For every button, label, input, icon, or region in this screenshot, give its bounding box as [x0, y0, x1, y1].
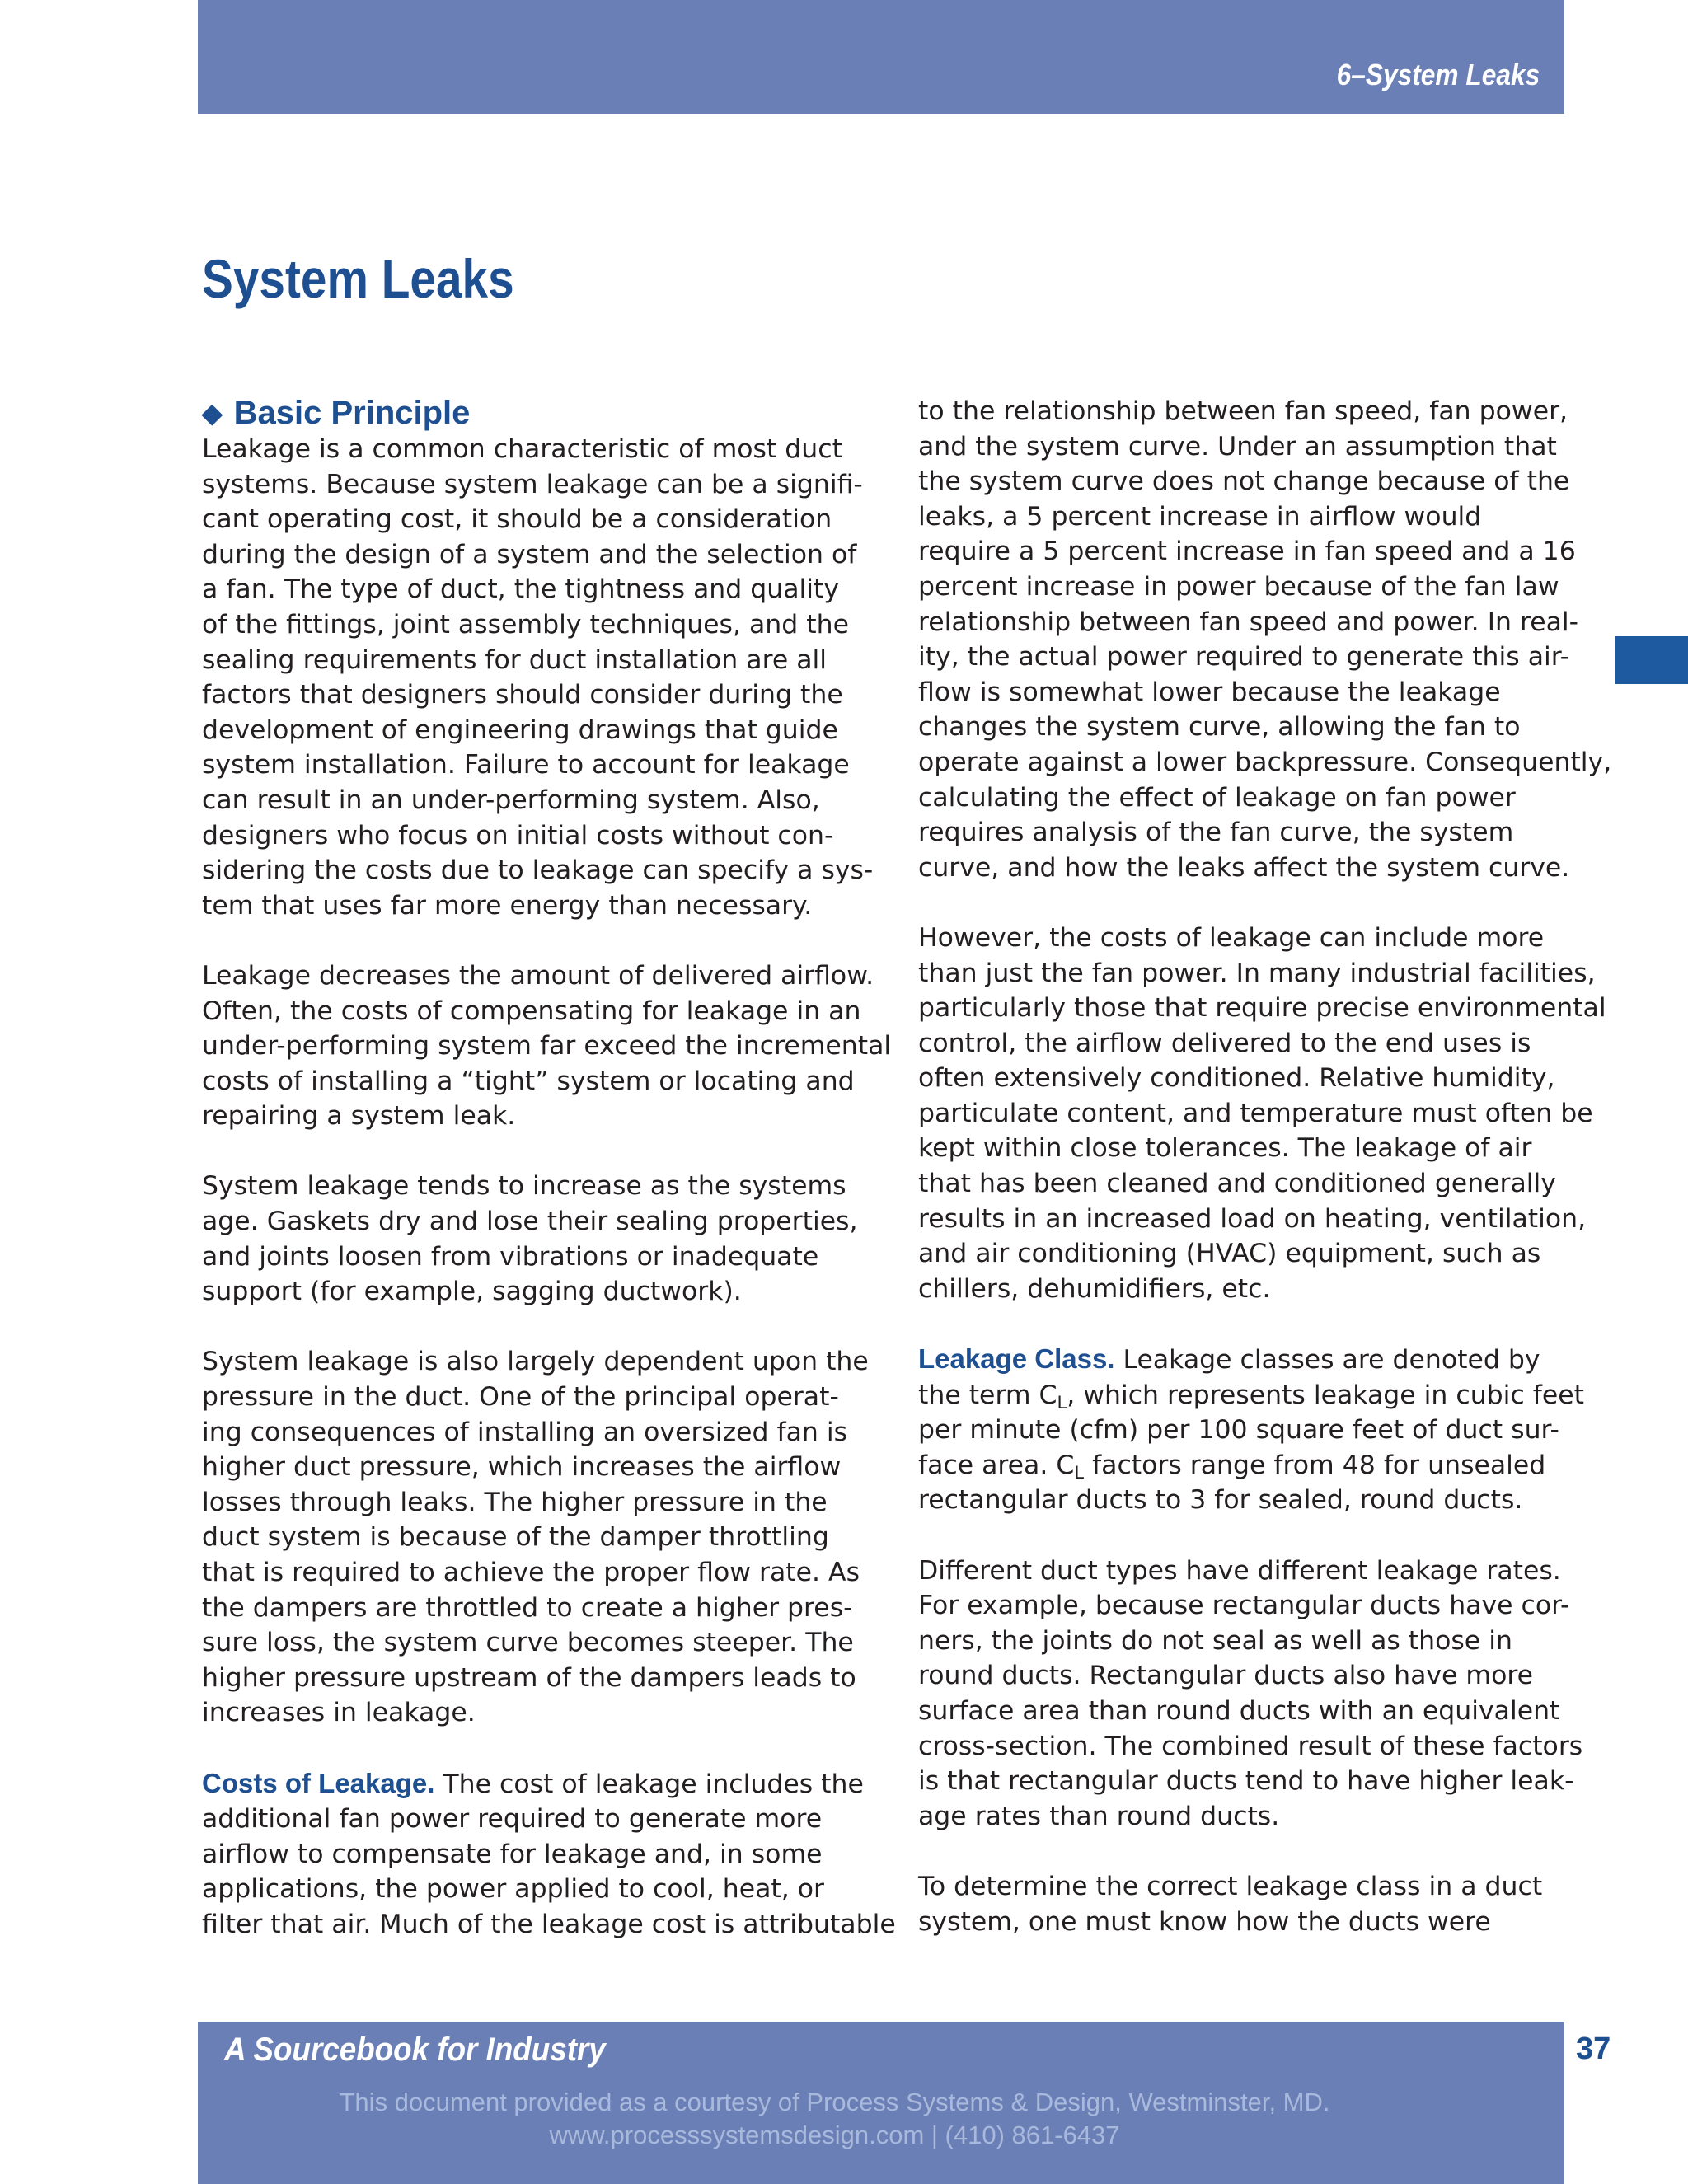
section-heading	[202, 394, 861, 432]
paragraph-line	[202, 1766, 864, 1802]
paragraph-line: ity, the actual power required to generate this air-	[918, 642, 1570, 673]
paragraph	[202, 1344, 869, 1731]
paragraph-line: age rates than round ducts.	[918, 1801, 1280, 1831]
paragraph-line: System leakage tends to increase as the systems	[202, 1171, 846, 1202]
run-in-heading: Costs of Leakage.	[202, 1767, 435, 1798]
text-run: the term C	[918, 1380, 1057, 1410]
paragraph	[202, 432, 874, 923]
paragraph-line	[918, 1448, 1578, 1483]
right-column	[918, 394, 1612, 1939]
paragraph-line: chillers, dehumidifiers, etc.	[918, 1273, 1271, 1304]
paragraph-line: However, the costs of leakage can include more	[918, 922, 1545, 953]
paragraph-line: filter that air. Much of the leakage cost is attributable	[202, 1909, 896, 1939]
paragraph-line: sealing requirements for duct installation are all	[202, 644, 828, 675]
paragraph-line: cant operating cost, it should be a consideration	[202, 504, 832, 535]
courtesy-notice: This document provided as a courtesy of Process Systems & Design, Westminster, MD.	[339, 2088, 1330, 2116]
chapter-side-tab	[1615, 636, 1688, 684]
paragraph-line: repairing a system leak.	[202, 1101, 516, 1132]
paragraph-line: higher duct pressure, which increases the airflow	[202, 1452, 842, 1483]
book-title: A Sourcebook for Industry	[224, 2032, 606, 2068]
paragraph-line: costs of installing a “tight” system or locating and	[202, 1066, 855, 1096]
paragraph	[918, 394, 1612, 885]
paragraph	[202, 958, 892, 1134]
paragraph-line: curve, and how the leaks affect the system curve.	[918, 852, 1570, 883]
text-run: , which represents leakage in cubic feet	[1067, 1380, 1584, 1410]
left-column	[202, 394, 896, 1943]
contact-info: www.processsystemsdesign.com | (410) 861-6437	[549, 2121, 1120, 2149]
paragraph-line: To determine the correct leakage class in a duct	[918, 1871, 1543, 1901]
paragraph-line: age. Gaskets dry and lose their sealing properties,	[202, 1207, 858, 1237]
paragraph-line: under-performing system far exceed the incremental	[202, 1031, 892, 1062]
run-in-heading: Leakage Class.	[918, 1343, 1115, 1375]
paragraph-line: of the fittings, joint assembly techniques, and the	[202, 609, 849, 640]
paragraph-line: support (for example, sagging ductwork).	[202, 1277, 742, 1307]
paragraph-line: to the relationship between fan speed, fan power,	[918, 396, 1568, 426]
paragraph	[202, 1802, 896, 1942]
paragraph-line: airflow to compensate for leakage and, in some	[202, 1839, 823, 1869]
paragraph-line: higher pressure upstream of the dampers leads to	[202, 1662, 856, 1693]
page-title: System Leaks	[202, 248, 514, 309]
paragraph-line: tem that uses far more energy than necessary.	[202, 890, 813, 921]
paragraph-line: Leakage is a common characteristic of most duct	[202, 434, 842, 464]
paragraph	[918, 921, 1606, 1307]
paragraph-line: require a 5 percent increase in fan speed and a 16	[918, 537, 1576, 567]
paragraph-line: changes the system curve, allowing the fan to	[918, 712, 1521, 743]
paragraph-line: pressure in the duct. One of the principal operat-	[202, 1382, 839, 1413]
paragraph-line	[918, 1342, 1578, 1378]
paragraph-line: designers who focus on initial costs without con-	[202, 820, 834, 851]
paragraph	[202, 1169, 861, 1309]
paragraph-line: leaks, a 5 percent increase in airflow would	[918, 501, 1482, 532]
paragraph-line: System leakage is also largely dependent upon the	[202, 1347, 869, 1377]
chapter-label: 6–System Leaks	[1336, 58, 1540, 91]
footer-bar	[198, 2022, 1564, 2184]
run-in-text: Leakage classes are denoted by	[1114, 1345, 1540, 1376]
diamond-bullet-icon: ◆	[202, 398, 223, 428]
paragraph-line: particularly those that require precise environmental	[918, 993, 1606, 1024]
paragraph	[918, 1869, 1578, 1939]
paragraph-line: results in an increased load on heating, ventilation,	[918, 1203, 1587, 1234]
paragraph-line: surface area than round ducts with an equivalent	[918, 1695, 1560, 1726]
paragraph-line: Leakage decreases the amount of delivered airflow.	[202, 960, 874, 991]
paragraph-line: round ducts. Rectangular ducts also have more	[918, 1661, 1534, 1691]
paragraph-line: ners, the joints do not seal as well as those in	[918, 1625, 1512, 1656]
paragraph-line: Often, the costs of compensating for leakage in an	[202, 996, 861, 1026]
paragraph-line: factors that designers should consider during the	[202, 680, 843, 710]
run-in-text: The cost of leakage includes the	[434, 1769, 864, 1799]
paragraph-line: than just the fan power. In many industrial facilities,	[918, 958, 1596, 988]
paragraph-line: cross-section. The combined result of these factors	[918, 1731, 1583, 1761]
section-heading-text: Basic Principle	[233, 395, 471, 431]
paragraph-line: development of engineering drawings that guide	[202, 715, 838, 745]
paragraph-line: and the system curve. Under an assumption that	[918, 431, 1557, 462]
paragraph-line: Different duct types have different leakage rates.	[918, 1555, 1561, 1586]
paragraph-line: can result in an under-performing system. Also,	[202, 785, 820, 815]
paragraph-line: flow is somewhat lower because the leakage	[918, 677, 1501, 707]
paragraph-line: system installation. Failure to account for leakage	[202, 750, 850, 780]
paragraph-line: kept within close tolerances. The leakage of air	[918, 1133, 1532, 1164]
paragraph-line: duct system is because of the damper throttling	[202, 1522, 829, 1553]
paragraph-line: often extensively conditioned. Relative humidity,	[918, 1063, 1555, 1094]
paragraph	[918, 1554, 1583, 1835]
paragraph-line: percent increase in power because of the fan law	[918, 571, 1559, 602]
paragraph-line: system, one must know how the ducts were	[918, 1906, 1491, 1937]
paragraph-line: additional fan power required to generate more	[202, 1804, 823, 1835]
paragraph-line: applications, the power applied to cool, heat, or	[202, 1874, 824, 1905]
paragraph-line: is that rectangular ducts tend to have higher leak-	[918, 1766, 1574, 1797]
paragraph-line: increases in leakage.	[202, 1698, 476, 1728]
header-bar	[198, 0, 1564, 114]
paragraph-line: ing consequences of installing an oversized fan is	[202, 1417, 848, 1447]
paragraph-line: relationship between fan speed and power. In real-	[918, 607, 1579, 637]
paragraph-line: that is required to achieve the proper flow rate. As	[202, 1558, 860, 1587]
paragraph-line: that has been cleaned and conditioned generally	[918, 1169, 1556, 1199]
paragraph-line: losses through leaks. The higher pressure in the	[202, 1487, 828, 1517]
paragraph-line: operate against a lower backpressure. Consequently,	[918, 747, 1612, 777]
paragraph-line: particulate content, and temperature must often be	[918, 1098, 1593, 1128]
paragraph-line: sure loss, the system curve becomes steeper. The	[202, 1628, 854, 1658]
paragraph-line: during the design of a system and the selection of	[202, 539, 857, 569]
page-number: 37	[1576, 2032, 1611, 2066]
paragraph-line: rectangular ducts to 3 for sealed, round ducts.	[918, 1485, 1523, 1516]
subscript: L	[1074, 1462, 1085, 1483]
paragraph-line: the system curve does not change because of the	[918, 466, 1570, 497]
paragraph-line: For example, because rectangular ducts have cor-	[918, 1591, 1570, 1621]
paragraph-line: sidering the costs due to leakage can specify a sys-	[202, 855, 874, 886]
paragraph-line: and air conditioning (HVAC) equipment, such as	[918, 1239, 1541, 1269]
paragraph-line: requires analysis of the fan curve, the system	[918, 818, 1514, 848]
text-run: face area. C	[918, 1450, 1075, 1480]
paragraph-line	[918, 1378, 1584, 1413]
paragraph-line: and joints loosen from vibrations or inadequate	[202, 1241, 819, 1272]
paragraph-line: calculating the effect of leakage on fan power	[918, 782, 1516, 813]
paragraph-line: a fan. The type of duct, the tightness and quality	[202, 574, 840, 605]
text-run: factors range from 48 for unsealed	[1084, 1450, 1546, 1480]
paragraph-line: the dampers are throttled to create a higher pres-	[202, 1592, 853, 1623]
subscript: L	[1057, 1392, 1067, 1413]
paragraph-line: control, the airflow delivered to the end uses is	[918, 1028, 1531, 1058]
paragraph-line: systems. Because system leakage can be a signifi-	[202, 469, 863, 499]
paragraph-line: per minute (cfm) per 100 square feet of duct sur-	[918, 1415, 1559, 1446]
